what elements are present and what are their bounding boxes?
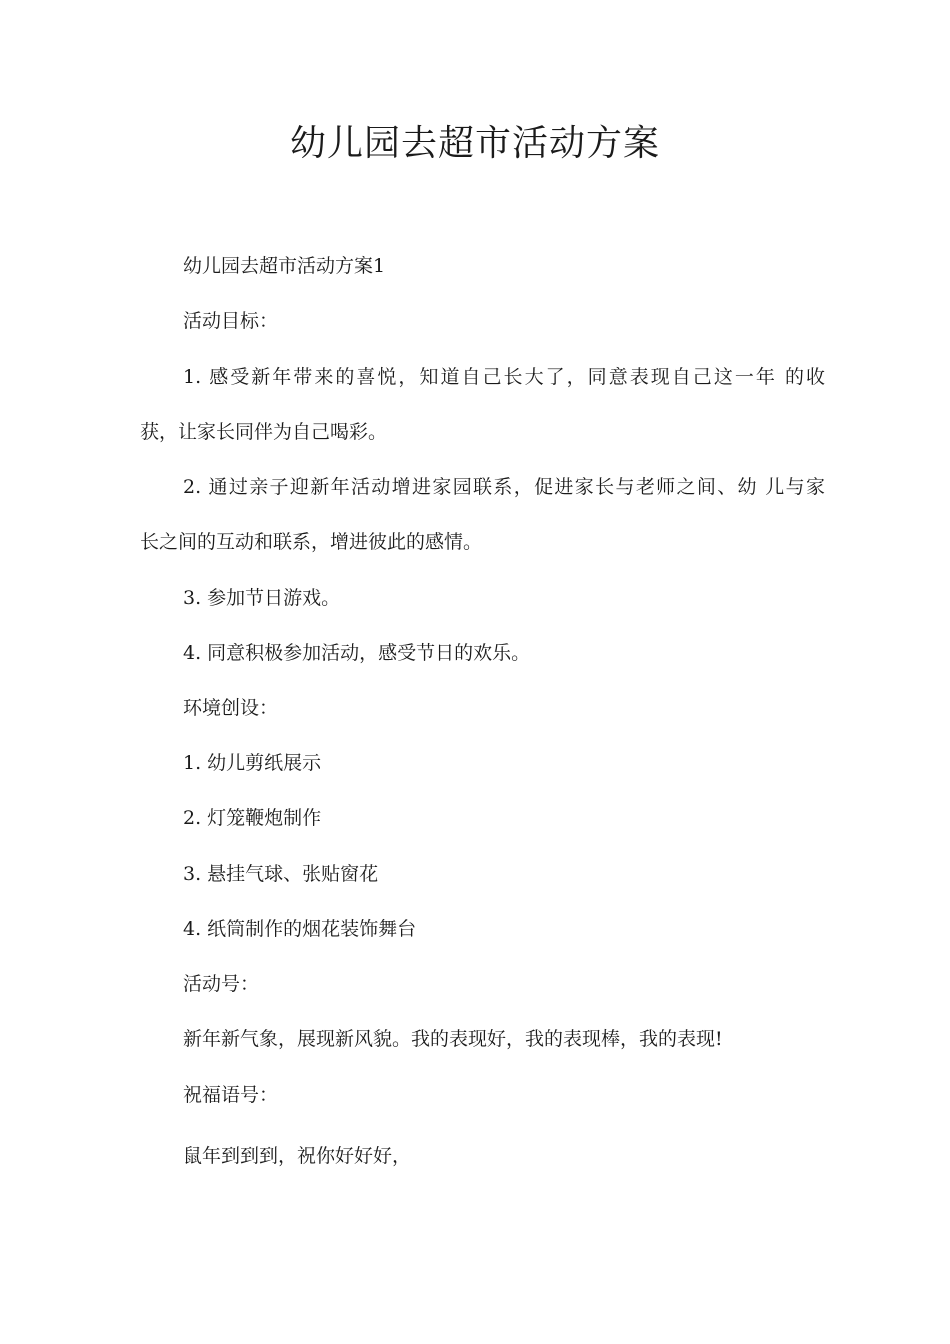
list-item: 4. 纸筒制作的烟花装饰舞台 (183, 918, 417, 940)
list-item: 1. 幼儿剪纸展示 (183, 752, 322, 774)
subheading-environment: 环境创设： (183, 697, 279, 719)
list-item: 4. 同意积极参加活动，感受节日的欢乐。 (183, 642, 531, 664)
paragraph-line: 获，让家长同伴为自己喝彩。 (140, 421, 388, 443)
list-item: 3. 悬挂气球、张贴窗花 (183, 863, 379, 885)
paragraph-line: 2. 通过亲子迎新年活动增进家园联系，促进家长与老师之间、幼 儿与家 (183, 476, 825, 498)
paragraph-line: 鼠年到到到，祝你好好好， (183, 1145, 412, 1167)
section-heading: 幼儿园去超市活动方案1 (183, 255, 386, 277)
paragraph-line: 长之间的互动和联系，增进彼此的感情。 (140, 531, 483, 553)
paragraph-line: 1. 感受新年带来的喜悦，知道自己长大了，同意表现自己这一年 的收 (183, 366, 825, 388)
document-title: 幼儿园去超市活动方案 (289, 123, 660, 164)
subheading-greeting: 祝福语号： (183, 1084, 279, 1106)
subheading-goals: 活动目标： (183, 310, 279, 332)
list-item: 2. 灯笼鞭炮制作 (183, 807, 322, 829)
paragraph-line: 新年新气象，展现新风貌。我的表现好，我的表现棒，我的表现! (183, 1028, 723, 1050)
list-item: 3. 参加节日游戏。 (183, 587, 341, 609)
subheading-slogan: 活动号： (183, 973, 260, 995)
